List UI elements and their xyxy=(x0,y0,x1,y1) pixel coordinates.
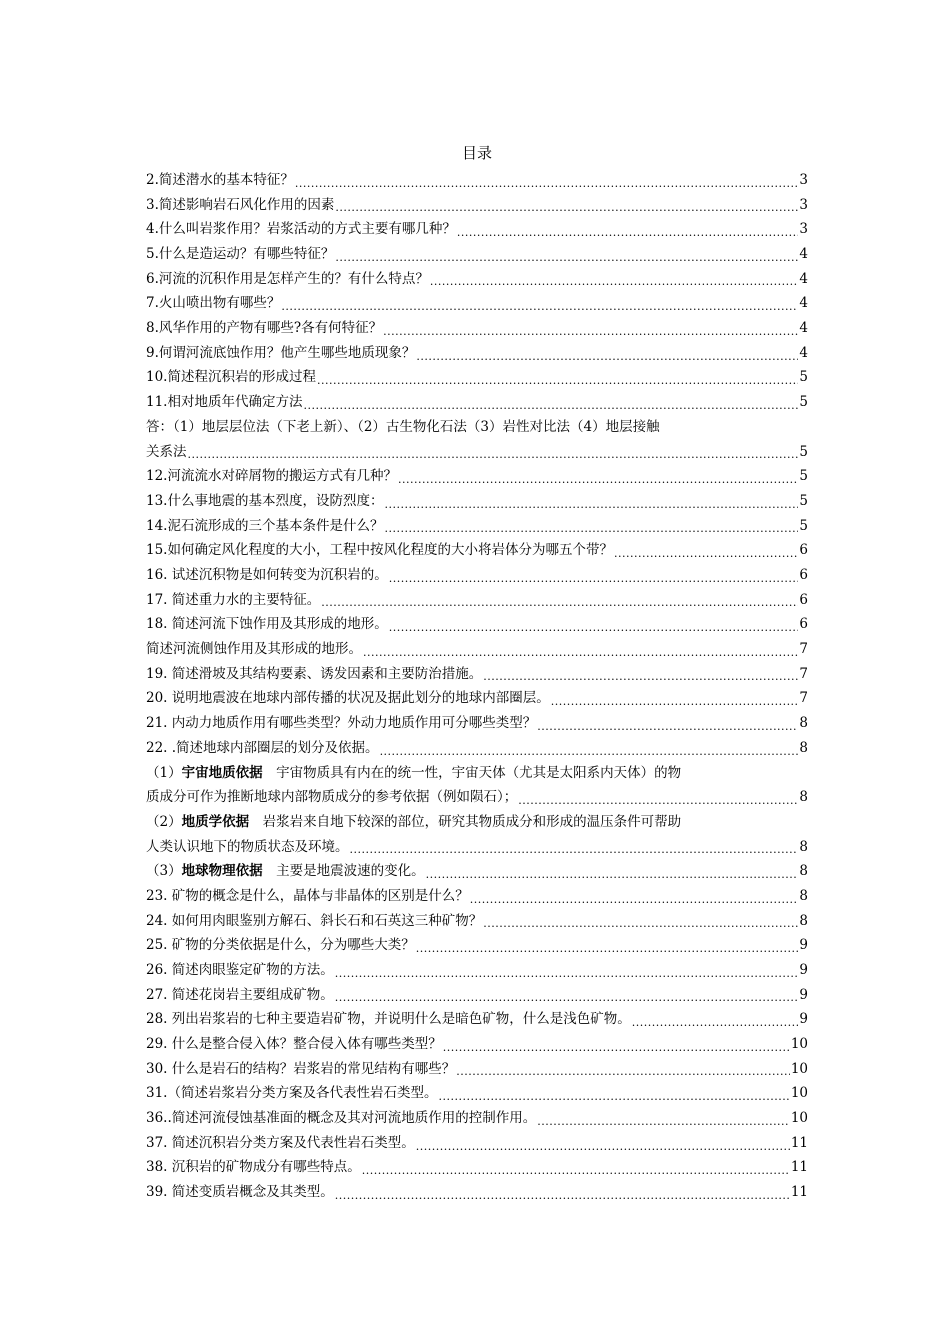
toc-entry-text: 2.简述潜水的基本特征？ xyxy=(146,171,294,188)
dot-leader xyxy=(350,835,799,860)
toc-entry[interactable] xyxy=(146,316,808,341)
toc-entry[interactable] xyxy=(146,291,808,316)
toc-page-number: 8 xyxy=(799,887,808,904)
dot-leader xyxy=(416,933,799,958)
answer-line: 答：（1）地层层位法（下老上新）、（2）古生物化石法（3）岩性对比法（4）地层接触 xyxy=(146,418,660,435)
toc-page-number: 8 xyxy=(799,739,808,756)
toc-entry[interactable] xyxy=(146,267,808,292)
toc-entry[interactable] xyxy=(146,1106,808,1131)
toc-entry[interactable] xyxy=(146,1032,808,1057)
toc-entry[interactable] xyxy=(146,341,808,366)
dot-leader xyxy=(537,1106,790,1131)
toc-page-number: 3 xyxy=(799,196,808,213)
toc-entry[interactable] xyxy=(146,933,808,958)
toc-entry-text: 3.简述影响岩石风化作用的因素 xyxy=(146,196,335,213)
dot-leader xyxy=(383,316,798,341)
toc-entry-text: 12.河流流水对碎屑物的搬运方式有几种？ xyxy=(146,468,397,485)
toc-entry-text: 13.什么事地震的基本烈度，设防烈度： xyxy=(146,492,384,509)
toc-entry[interactable] xyxy=(146,366,808,391)
toc-page-number: 6 xyxy=(799,542,808,559)
toc-entry[interactable] xyxy=(146,1081,808,1106)
toc-page-number: 5 xyxy=(799,443,808,460)
toc-entry[interactable] xyxy=(146,958,808,983)
toc-page-number: 4 xyxy=(799,295,808,312)
dot-leader xyxy=(456,1057,790,1082)
basis-text: 岩浆岩来自地下较深的部位，研究其物质成分和形成的温压条件可帮助 xyxy=(249,813,682,830)
toc-list xyxy=(146,168,808,415)
dot-leader xyxy=(551,686,799,711)
dot-leader xyxy=(470,884,799,909)
dot-leader xyxy=(416,1131,790,1156)
dot-leader xyxy=(430,267,799,292)
toc-page-number: 11 xyxy=(790,1184,808,1201)
toc-entry-text: 9.何谓河流底蚀作用？他产生哪些地质现象？ xyxy=(146,344,416,361)
toc-entry[interactable] xyxy=(146,538,808,563)
toc-entry-text: 15.如何确定风化程度的大小，工程中按风化程度的大小将岩体分为哪五个带？ xyxy=(146,542,613,559)
toc-page-number: 6 xyxy=(799,566,808,583)
toc-entry[interactable] xyxy=(146,711,808,736)
dot-leader xyxy=(281,291,798,316)
toc-page-number: 6 xyxy=(799,591,808,608)
toc-entry[interactable] xyxy=(146,168,808,193)
toc-page-number: 9 xyxy=(799,1011,808,1028)
dot-leader xyxy=(335,983,799,1008)
toc-entry[interactable] xyxy=(146,464,808,489)
toc-entry-text: 36..简述河流侵蚀基准面的概念及其对河流地质作用的控制作用。 xyxy=(146,1110,537,1127)
toc-entry[interactable] xyxy=(146,909,808,934)
toc-entry-text: 21. 内动力地质作用有哪些类型？外动力地质作用可分哪些类型？ xyxy=(146,715,537,732)
dot-leader xyxy=(518,785,798,810)
dot-leader xyxy=(457,217,799,242)
dot-leader xyxy=(389,563,799,588)
toc-entry[interactable] xyxy=(146,835,808,860)
toc-page-number: 11 xyxy=(790,1159,808,1176)
basis-line xyxy=(146,810,808,835)
toc-entry-text: 20. 说明地震波在地球内部传播的状况及据此划分的地球内部圈层。 xyxy=(146,690,550,707)
toc-entry[interactable] xyxy=(146,686,808,711)
toc-page-number: 3 xyxy=(799,221,808,238)
toc-entry[interactable] xyxy=(146,193,808,218)
toc-entry[interactable] xyxy=(146,983,808,1008)
dot-leader xyxy=(537,711,798,736)
toc-page-number: 7 xyxy=(799,641,808,658)
toc-entry[interactable] xyxy=(146,588,808,613)
basis-prefix: （1） xyxy=(146,764,182,781)
toc-entry-text: 18. 简述河流下蚀作用及其形成的地形。 xyxy=(146,616,388,633)
toc-entry[interactable] xyxy=(146,440,808,465)
dot-leader xyxy=(380,736,799,761)
dot-leader xyxy=(384,489,798,514)
toc-entry-text: 10.简述程沉积岩的形成过程 xyxy=(146,369,316,386)
toc-entry-text: 31.（简述岩浆岩分类方案及各代表性岩石类型。 xyxy=(146,1085,438,1102)
toc-entry-text: 17. 简述重力水的主要特征。 xyxy=(146,591,321,608)
toc-entry[interactable] xyxy=(146,1180,808,1205)
dot-leader xyxy=(295,168,799,193)
toc-entry-text: 26. 简述肉眼鉴定矿物的方法。 xyxy=(146,961,334,978)
toc-entry-text: 8.风华作用的产物有哪些?各有何特征？ xyxy=(146,320,383,337)
toc-entry[interactable] xyxy=(146,612,808,637)
dot-leader xyxy=(335,242,798,267)
toc-entry-text: 16. 试述沉积物是如何转变为沉积岩的。 xyxy=(146,566,388,583)
toc-page-number: 11 xyxy=(790,1134,808,1151)
dot-leader xyxy=(188,440,799,465)
toc-entry-text: 38. 沉积岩的矿物成分有哪些特点。 xyxy=(146,1159,361,1176)
toc-entry-text: 11.相对地质年代确定方法 xyxy=(146,394,303,411)
toc-entry[interactable] xyxy=(146,859,808,884)
toc-entry-text: 30. 什么是岩石的结构？岩浆岩的常见结构有哪些？ xyxy=(146,1060,456,1077)
toc-entry-text: 质成分可作为推断地球内部物质成分的参考依据（例如陨石）； xyxy=(146,789,518,806)
toc-entry[interactable] xyxy=(146,884,808,909)
toc-entry-text: 29. 什么是整合侵入体？整合侵入体有哪些类型？ xyxy=(146,1036,442,1053)
toc-entry-text: 关系法 xyxy=(146,443,187,460)
dot-leader xyxy=(362,1156,790,1181)
toc-entry[interactable] xyxy=(146,489,808,514)
toc-page-number: 8 xyxy=(799,789,808,806)
toc-page-number: 5 xyxy=(799,517,808,534)
toc-list xyxy=(146,464,808,760)
toc-entry-text: 27. 简述花岗岩主要组成矿物。 xyxy=(146,986,334,1003)
dot-leader xyxy=(335,1180,790,1205)
toc-entry-text: （3）地球物理依据 主要是地震波速的变化。 xyxy=(146,863,425,880)
toc-entry-text: 19. 简述滑坡及其结构要素、诱发因素和主要防治措施。 xyxy=(146,665,483,682)
dot-leader xyxy=(632,1007,799,1032)
toc-page-number: 5 xyxy=(799,394,808,411)
toc-page-number: 8 xyxy=(799,838,808,855)
dot-leader xyxy=(384,514,798,539)
toc-entry[interactable] xyxy=(146,563,808,588)
toc-title: 目录 xyxy=(461,144,492,162)
dot-leader xyxy=(426,859,799,884)
toc-page-number: 7 xyxy=(799,690,808,707)
toc-entry-text: 5.什么是造运动？有哪些特征？ xyxy=(146,246,335,263)
toc-entry-text: 6.河流的沉积作用是怎样产生的？有什么特点？ xyxy=(146,270,429,287)
toc-entry[interactable] xyxy=(146,637,808,662)
toc-page-number: 4 xyxy=(799,344,808,361)
dot-leader xyxy=(317,366,798,391)
dot-leader xyxy=(398,464,798,489)
toc-entry-text: 22. .简述地球内部圈层的划分及依据。 xyxy=(146,739,379,756)
toc-entry-text: 25. 矿物的分类依据是什么，分为哪些大类？ xyxy=(146,937,415,954)
toc-page-number: 8 xyxy=(799,912,808,929)
toc-entry-text: 28. 列出岩浆岩的七种主要造岩矿物，并说明什么是暗色矿物，什么是浅色矿物。 xyxy=(146,1011,631,1028)
toc-entry-text: 23. 矿物的概念是什么，晶体与非晶体的区别是什么？ xyxy=(146,887,469,904)
toc-page-number: 9 xyxy=(799,937,808,954)
toc-page xyxy=(146,140,808,1205)
toc-entry[interactable] xyxy=(146,390,808,415)
toc-page-number: 5 xyxy=(799,468,808,485)
dot-leader xyxy=(438,1081,789,1106)
toc-page-number: 5 xyxy=(799,492,808,509)
dot-leader xyxy=(303,390,798,415)
toc-entry-text: 人类认识地下的物质状态及环境。 xyxy=(146,838,349,855)
toc-entry-text: 24. 如何用肉眼鉴别方解石、斜长石和石英这三种矿物？ xyxy=(146,912,483,929)
basis-text: 宇宙物质具有内在的统一性，宇宙天体（尤其是太阳系内天体）的物 xyxy=(262,764,682,781)
toc-entry-text: 14.泥石流形成的三个基本条件是什么？ xyxy=(146,517,384,534)
basis-heading: 宇宙地质依据 xyxy=(181,764,263,781)
toc-entry[interactable] xyxy=(146,736,808,761)
toc-entry[interactable] xyxy=(146,514,808,539)
toc-entry-text: 简述河流侧蚀作用及其形成的地形。 xyxy=(146,641,362,658)
toc-page-number: 9 xyxy=(799,986,808,1003)
toc-page-number: 8 xyxy=(799,863,808,880)
dot-leader xyxy=(483,662,798,687)
toc-entry[interactable] xyxy=(146,1007,808,1032)
toc-entry[interactable] xyxy=(146,217,808,242)
dot-leader xyxy=(335,193,798,218)
toc-page-number: 3 xyxy=(799,171,808,188)
basis-prefix: （2） xyxy=(146,813,182,830)
toc-page-number: 4 xyxy=(799,246,808,263)
toc-entry[interactable] xyxy=(146,242,808,267)
toc-entry-text: 4.什么叫岩浆作用？岩浆活动的方式主要有哪几种？ xyxy=(146,221,456,238)
dot-leader xyxy=(321,588,798,613)
dot-leader xyxy=(389,612,799,637)
toc-entry[interactable] xyxy=(146,1156,808,1181)
toc-entry[interactable] xyxy=(146,1131,808,1156)
toc-list xyxy=(146,884,808,1205)
dot-leader xyxy=(363,637,798,662)
toc-page-number: 10 xyxy=(790,1036,808,1053)
toc-entry[interactable] xyxy=(146,785,808,810)
toc-page-number: 10 xyxy=(790,1085,808,1102)
toc-entry-text: 7.火山喷出物有哪些？ xyxy=(146,295,281,312)
toc-entry-text: 39. 简述变质岩概念及其类型。 xyxy=(146,1184,334,1201)
dot-leader xyxy=(614,538,798,563)
toc-entry-text: 37. 简述沉积岩分类方案及代表性岩石类型。 xyxy=(146,1134,415,1151)
toc-page-number: 8 xyxy=(799,715,808,732)
toc-page-number: 6 xyxy=(799,616,808,633)
dot-leader xyxy=(483,909,798,934)
basis-heading: 地质学依据 xyxy=(181,813,250,830)
toc-entry[interactable] xyxy=(146,662,808,687)
toc-page-number: 10 xyxy=(790,1110,808,1127)
toc-page-number: 9 xyxy=(799,961,808,978)
toc-entry[interactable] xyxy=(146,1057,808,1082)
basis-line xyxy=(146,761,808,786)
dot-leader xyxy=(443,1032,790,1057)
toc-page-number: 4 xyxy=(799,320,808,337)
toc-page-number: 7 xyxy=(799,665,808,682)
dot-leader xyxy=(335,958,799,983)
toc-page-number: 5 xyxy=(799,369,808,386)
toc-page-number: 10 xyxy=(790,1060,808,1077)
dot-leader xyxy=(416,341,798,366)
toc-page-number: 4 xyxy=(799,270,808,287)
